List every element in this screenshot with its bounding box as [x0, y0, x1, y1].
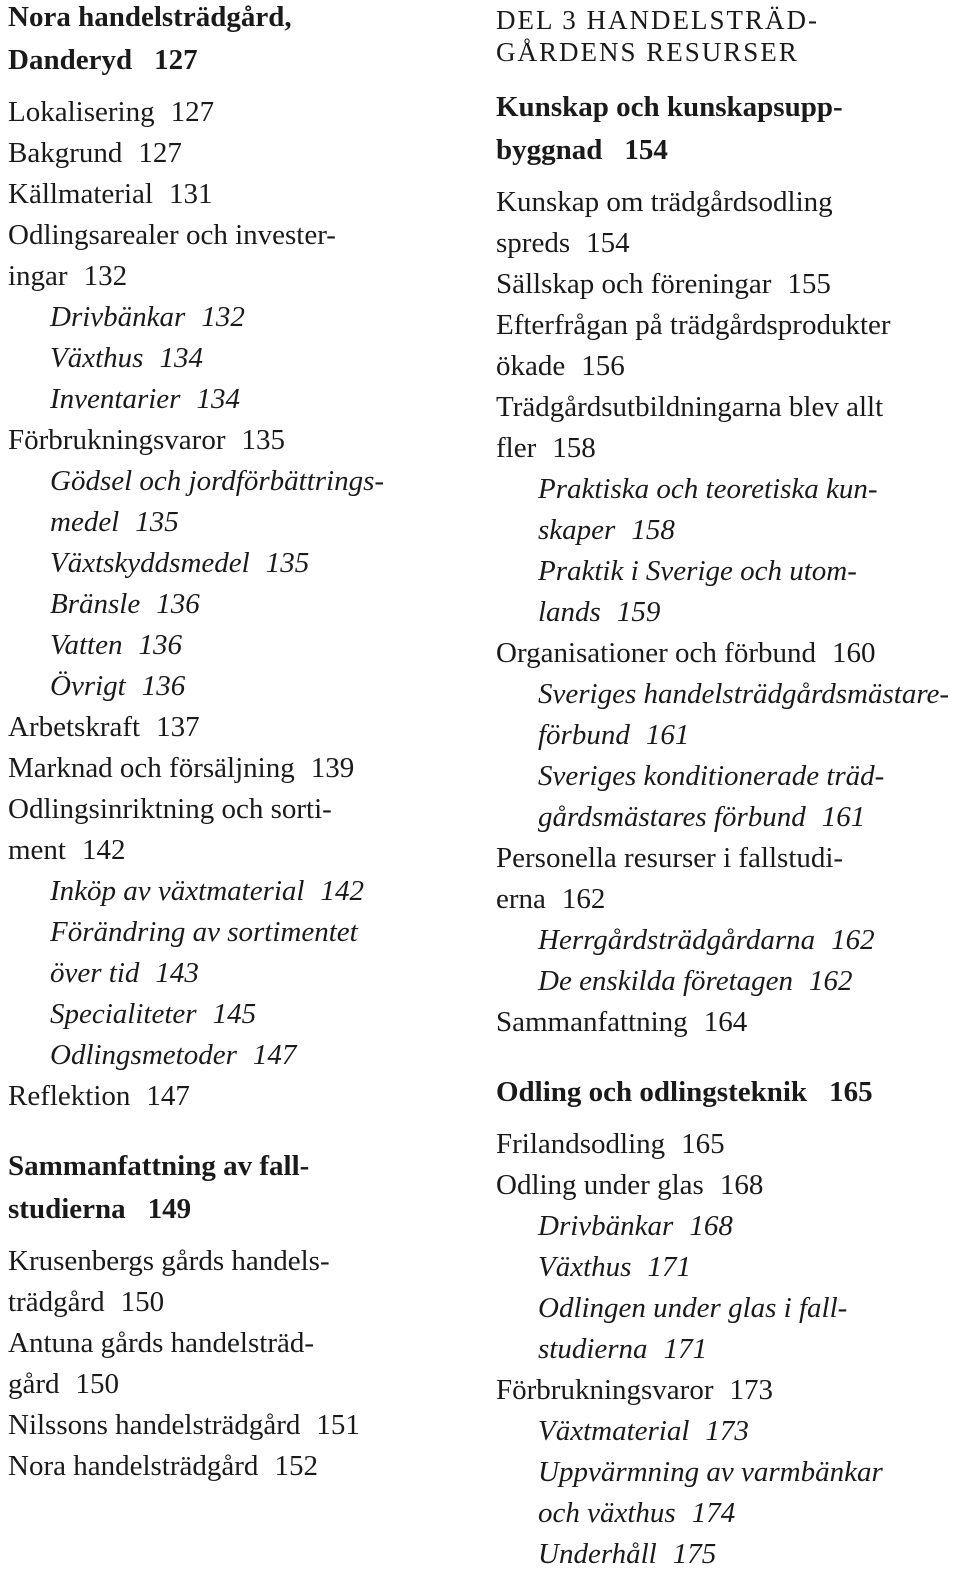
heading-line: Odling och odlingsteknik: [496, 1076, 808, 1108]
page-number: 165: [829, 1076, 873, 1108]
toc-entry-continued: trädgård 150: [8, 1286, 165, 1318]
page-number: 137: [156, 711, 200, 743]
toc-subentry: Övrigt 136: [50, 670, 186, 702]
page-number: 171: [663, 1333, 708, 1365]
toc-entry: Odling under glas 168: [496, 1169, 764, 1201]
page-number: 127: [138, 137, 182, 169]
page-number: 165: [681, 1128, 725, 1160]
toc-entry: Lokalisering 127: [8, 96, 215, 128]
toc-entry: Källmaterial 131: [8, 178, 213, 210]
toc-subentry-continued: och växthus 174: [538, 1497, 736, 1529]
toc-subentry: Sveriges handelsträdgårdsmästare-: [538, 678, 950, 710]
page-number: 173: [729, 1374, 773, 1406]
page-number: 175: [672, 1538, 717, 1570]
toc-entry: Trädgårdsutbildningarna blev allt: [496, 391, 884, 423]
page-number: 134: [159, 342, 203, 374]
part-heading: [496, 4, 956, 68]
heading-line: studierna: [8, 1193, 126, 1225]
toc-entry-continued: fler 158: [496, 432, 596, 464]
toc-subentry: Specialiteter 145: [50, 998, 257, 1030]
toc-subentry: Drivbänkar 168: [538, 1210, 733, 1242]
toc-subentry: Inventarier 134: [50, 383, 240, 415]
page-number: 159: [616, 596, 661, 628]
part-heading-line: DEL 3 HANDELSTRÄD-: [496, 5, 819, 35]
page-number: 143: [155, 957, 199, 989]
toc-entry-continued: erna 162: [496, 883, 606, 915]
page-number: 135: [135, 506, 179, 538]
toc-entry: Krusenbergs gårds handels-: [8, 1245, 330, 1277]
toc-entry-continued: ment 142: [8, 834, 126, 866]
toc-subentry: Praktik i Sverige och utom-: [538, 555, 857, 587]
section-heading: [496, 1071, 956, 1114]
toc-entry: Arbetskraft 137: [8, 711, 200, 743]
page-number: 155: [787, 268, 831, 300]
page-number: 139: [310, 752, 355, 784]
page-number: 136: [156, 588, 200, 620]
toc-subentry: Förändring av sortimentet: [50, 916, 358, 948]
page-number: 150: [75, 1368, 120, 1400]
page-number: 142: [320, 875, 364, 907]
toc-entry: Förbrukningsvaror 173: [496, 1374, 773, 1406]
page-number: 132: [83, 260, 128, 292]
page-number: 149: [147, 1193, 192, 1225]
page-number: 151: [316, 1409, 360, 1441]
page-number: 160: [832, 637, 876, 669]
part-heading-line: GÅRDENS RESURSER: [496, 37, 799, 67]
page-number: 162: [809, 965, 853, 997]
toc-left-column: [8, 0, 478, 1487]
page-number: 156: [581, 350, 625, 382]
page-number: 147: [252, 1039, 297, 1071]
page-number: 131: [168, 178, 213, 210]
page-number: 135: [265, 547, 310, 579]
heading-line: Danderyd: [8, 44, 133, 76]
toc-entry-continued: ökade 156: [496, 350, 625, 382]
toc-subentry: De enskilda företagen 162: [538, 965, 853, 997]
page-number: 171: [647, 1251, 691, 1283]
toc-entry: Sällskap och föreningar 155: [496, 268, 831, 300]
toc-subentry: Växthus 171: [538, 1251, 691, 1283]
page-number: 154: [586, 227, 630, 259]
page-number: 161: [645, 719, 690, 751]
toc-entry: Marknad och försäljning 139: [8, 752, 355, 784]
toc-subentry: Uppvärmning av varmbänkar: [538, 1456, 883, 1488]
toc-subentry: Odlingen under glas i fall-: [538, 1292, 848, 1324]
page-number: 152: [274, 1450, 318, 1482]
toc-subentry-continued: medel 135: [50, 506, 179, 538]
toc-entry: Personella resurser i fallstudi-: [496, 842, 844, 874]
toc-entry: Odlingsinriktning och sorti-: [8, 793, 332, 825]
page-number: 158: [552, 432, 596, 464]
page-number: 136: [141, 670, 186, 702]
toc-entry-continued: ingar 132: [8, 260, 128, 292]
toc-subentry: Vatten 136: [50, 629, 182, 661]
toc-entry: Förbrukningsvaror 135: [8, 424, 285, 456]
page-number: 168: [719, 1169, 764, 1201]
toc-subentry: Sveriges konditionerade träd-: [538, 760, 885, 792]
page-number: 127: [154, 44, 198, 76]
toc-subentry: Herrgårdsträdgårdarna 162: [538, 924, 875, 956]
page-number: 145: [212, 998, 257, 1030]
toc-entry: Organisationer och förbund 160: [496, 637, 876, 669]
toc-entry: Odlingsarealer och invester-: [8, 219, 336, 251]
toc-subentry-continued: över tid 143: [50, 957, 199, 989]
toc-entry: Bakgrund 127: [8, 137, 182, 169]
page-number: 150: [120, 1286, 165, 1318]
page-number: 164: [703, 1006, 748, 1038]
toc-subentry: Odlingsmetoder 147: [50, 1039, 297, 1071]
page-number: 174: [691, 1497, 736, 1529]
toc-subentry: Växtmaterial 173: [538, 1415, 749, 1447]
toc-entry: Nilssons handelsträdgård 151: [8, 1409, 360, 1441]
toc-subentry-continued: förbund 161: [538, 719, 690, 751]
page-number: 161: [821, 801, 866, 833]
toc-right-column: [496, 0, 956, 1575]
toc-subentry: Praktiska och teoretiska kun-: [538, 473, 878, 505]
heading-line: Kunskap och kunskapsupp-: [496, 91, 843, 123]
toc-subentry: Bränsle 136: [50, 588, 200, 620]
page-number: 134: [196, 383, 240, 415]
toc-subentry: Drivbänkar 132: [50, 301, 245, 333]
page-number: 127: [170, 96, 215, 128]
toc-subentry: Underhåll 175: [538, 1538, 717, 1570]
section-heading: [8, 0, 478, 82]
toc-entry: Reflektion 147: [8, 1080, 190, 1112]
page-number: 173: [705, 1415, 749, 1447]
page-number: 147: [146, 1080, 190, 1112]
page-number: 142: [82, 834, 126, 866]
toc-entry: Antuna gårds handelsträd-: [8, 1327, 315, 1359]
toc-entry-continued: gård 150: [8, 1368, 120, 1400]
section-heading: [496, 86, 956, 172]
toc-subentry: Växtskyddsmedel 135: [50, 547, 310, 579]
page-number: 135: [241, 424, 285, 456]
page-number: 136: [138, 629, 182, 661]
toc-subentry: Växthus 134: [50, 342, 203, 374]
toc-subentry-continued: lands 159: [538, 596, 661, 628]
toc-subentry-continued: gårdsmästares förbund 161: [538, 801, 866, 833]
heading-line: byggnad: [496, 134, 603, 166]
toc-subentry-continued: studierna 171: [538, 1333, 708, 1365]
toc-entry-continued: spreds 154: [496, 227, 630, 259]
toc-subentry-continued: skaper 158: [538, 514, 675, 546]
page-number: 132: [201, 301, 245, 333]
toc-entry: Efterfrågan på trädgårdsprodukter: [496, 309, 891, 341]
page-number: 158: [631, 514, 675, 546]
toc-entry: Kunskap om trädgårdsodling: [496, 186, 833, 218]
toc-subentry: Inköp av växtmaterial 142: [50, 875, 364, 907]
page-number: 162: [561, 883, 606, 915]
heading-line: Sammanfattning av fall-: [8, 1150, 310, 1182]
toc-subentry: Gödsel och jordförbättrings-: [50, 465, 385, 497]
toc-entry: Sammanfattning 164: [496, 1006, 748, 1038]
section-heading: [8, 1145, 478, 1231]
page-number: 154: [624, 134, 668, 166]
toc-entry: Frilandsodling 165: [496, 1128, 725, 1160]
page-number: 162: [831, 924, 875, 956]
heading-line: Nora handelsträdgård,: [8, 1, 292, 33]
page-number: 168: [689, 1210, 733, 1242]
toc-entry: Nora handelsträdgård 152: [8, 1450, 318, 1482]
